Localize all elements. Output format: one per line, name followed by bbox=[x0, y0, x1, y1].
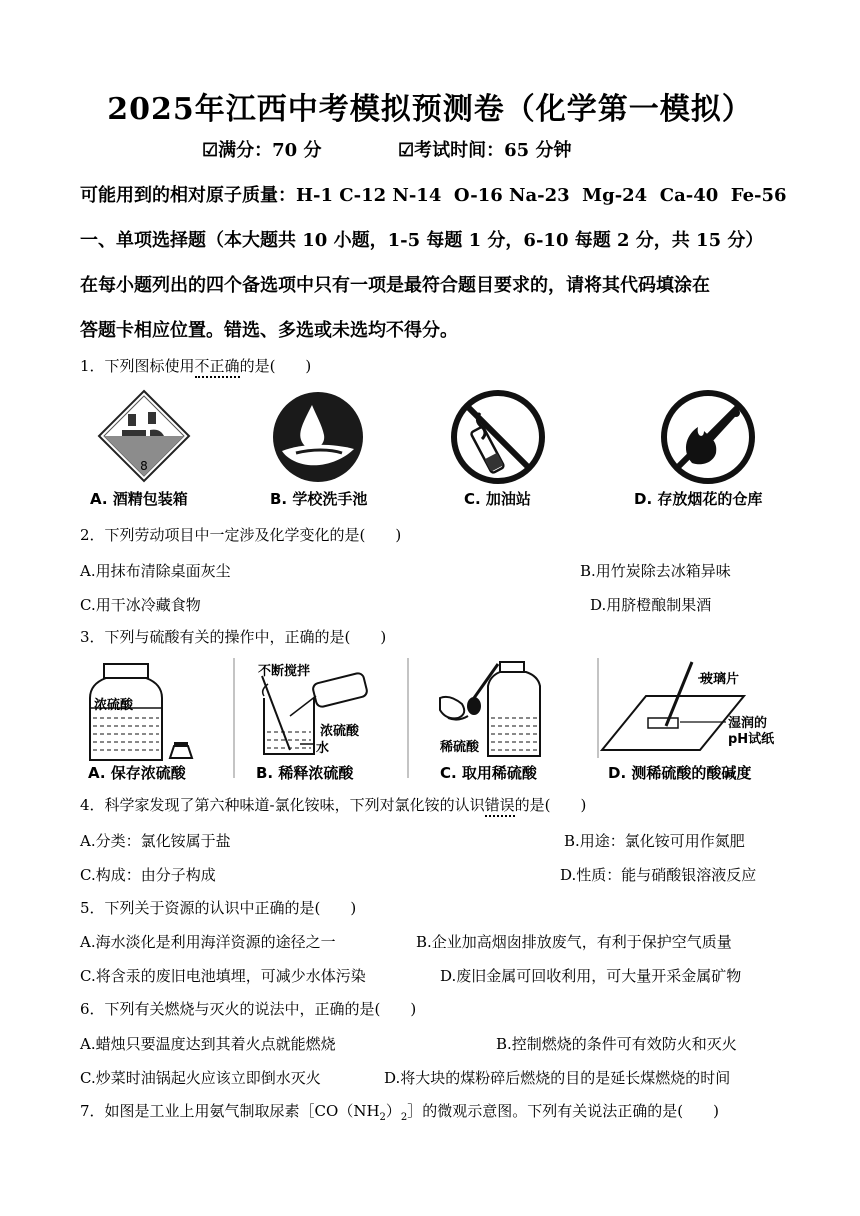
q1-caption-b: B. 学校洗手池 bbox=[270, 490, 368, 508]
q3-caption-c: C. 取用稀硫酸 bbox=[440, 764, 537, 782]
question-2-stem: 2．下列劳动项目中一定涉及化学变化的是( ) bbox=[80, 526, 402, 544]
atomic-masses: 可能用到的相对原子质量：H-1 C-12 N-14 O-16 Na-23 Mg-24 Ca-40 Fe-56 bbox=[80, 185, 787, 206]
q1-caption-c: C. 加油站 bbox=[464, 490, 531, 508]
q4-option-c: C.构成：由分子构成 bbox=[80, 866, 216, 884]
q6-option-c: C.炒菜时油锅起火应该立即倒水灭火 bbox=[80, 1069, 321, 1087]
label-ph-paper-1: 湿润的 bbox=[728, 716, 768, 731]
label-water: 水 bbox=[316, 741, 330, 756]
q3-caption-a: A. 保存浓硫酸 bbox=[88, 764, 186, 782]
section1-heading: 一、单项选择题（本大题共 10 小题，1-5 每题 1 分，6-10 每题 2 分，共 15 分） bbox=[80, 230, 764, 251]
section1-instruction: 答题卡相应位置。错选、多选或未选均不得分。 bbox=[80, 320, 458, 341]
q2-option-c: C.用干冰冷藏食物 bbox=[80, 596, 201, 614]
question-3-stem: 3．下列与硫酸有关的操作中，正确的是( ) bbox=[80, 628, 387, 646]
q6-option-b: B.控制燃烧的条件可有效防火和灭火 bbox=[496, 1035, 737, 1053]
question-7-stem: 7．如图是工业上用氨气制取尿素$[CO(NH_2)_2]$的微观示意图。下列有关说法正确的是( ) bbox=[80, 1102, 720, 1123]
q5-option-b: B.企业加高烟囱排放废气，有利于保护空气质量 bbox=[416, 933, 732, 951]
q5-option-d: D.废旧金属可回收利用，可大量开采金属矿物 bbox=[440, 967, 742, 985]
label-stir: 不断搅拌 bbox=[258, 664, 311, 679]
q4-option-b: B.用途：氯化铵可用作氮肥 bbox=[564, 832, 745, 850]
question-6-stem: 6．下列有关燃烧与灭火的说法中，正确的是( ) bbox=[80, 1000, 417, 1018]
checkbox-icon: ☑ bbox=[398, 140, 415, 161]
q3-caption-b: B. 稀释浓硫酸 bbox=[256, 764, 354, 782]
q6-option-d: D.将大块的煤粉碎后燃烧的目的是延长煤燃烧的时间 bbox=[384, 1069, 731, 1087]
q2-option-d: D.用脐橙酿制果酒 bbox=[590, 596, 712, 614]
corrosive-sign-icon bbox=[98, 390, 190, 482]
corrosive-sign-number: 8 bbox=[140, 459, 148, 473]
q3-caption-d: D. 测稀硫酸的酸碱度 bbox=[608, 764, 752, 782]
no-smoking-sign-icon bbox=[450, 389, 546, 485]
label-conc-acid: 浓硫酸 bbox=[94, 698, 134, 713]
label-conc-acid-2: 浓硫酸 bbox=[320, 724, 360, 739]
q6-option-a: A.蜡烛只要温度达到其着火点就能燃烧 bbox=[80, 1035, 336, 1053]
exam-time: ☑考试时间：65 分钟 bbox=[398, 140, 572, 161]
full-score: ☑满分：70 分 bbox=[202, 140, 322, 161]
q2-option-b: B.用竹炭除去冰箱异味 bbox=[580, 562, 731, 580]
q4-option-d: D.性质：能与硝酸银溶液反应 bbox=[560, 866, 757, 884]
q1-caption-a: A. 酒精包装箱 bbox=[90, 490, 188, 508]
page-title: 2025年江西中考模拟预测卷（化学第一模拟） bbox=[107, 92, 753, 127]
label-glass: 玻璃片 bbox=[700, 672, 740, 687]
question-5-stem: 5．下列关于资源的认识中正确的是( ) bbox=[80, 899, 357, 917]
q2-option-a: A.用抹布清除桌面灰尘 bbox=[80, 562, 231, 580]
question-4-stem: 4．科学家发现了第六种味道-氯化铵味，下列对氯化铵的认识错误的是( ) bbox=[80, 794, 586, 815]
section1-instruction: 在每小题列出的四个备选项中只有一项是最符合题目要求的，请将其代码填涂在 bbox=[80, 275, 710, 296]
label-ph-paper-2: pH试纸 bbox=[728, 732, 775, 747]
water-saving-sign-icon bbox=[272, 391, 364, 483]
q1-caption-d: D. 存放烟花的仓库 bbox=[634, 490, 763, 508]
label-dilute-acid: 稀硫酸 bbox=[440, 740, 480, 755]
no-fire-sign-icon bbox=[660, 389, 756, 485]
q4-option-a: A.分类：氯化铵属于盐 bbox=[80, 832, 231, 850]
checkbox-icon: ☑ bbox=[202, 140, 219, 161]
q5-option-c: C.将含汞的废旧电池填埋，可减少水体污染 bbox=[80, 967, 366, 985]
q5-option-a: A.海水淡化是利用海洋资源的途径之一 bbox=[80, 933, 336, 951]
question-1-stem: 1．下列图标使用不正确的是( ) bbox=[80, 355, 311, 376]
